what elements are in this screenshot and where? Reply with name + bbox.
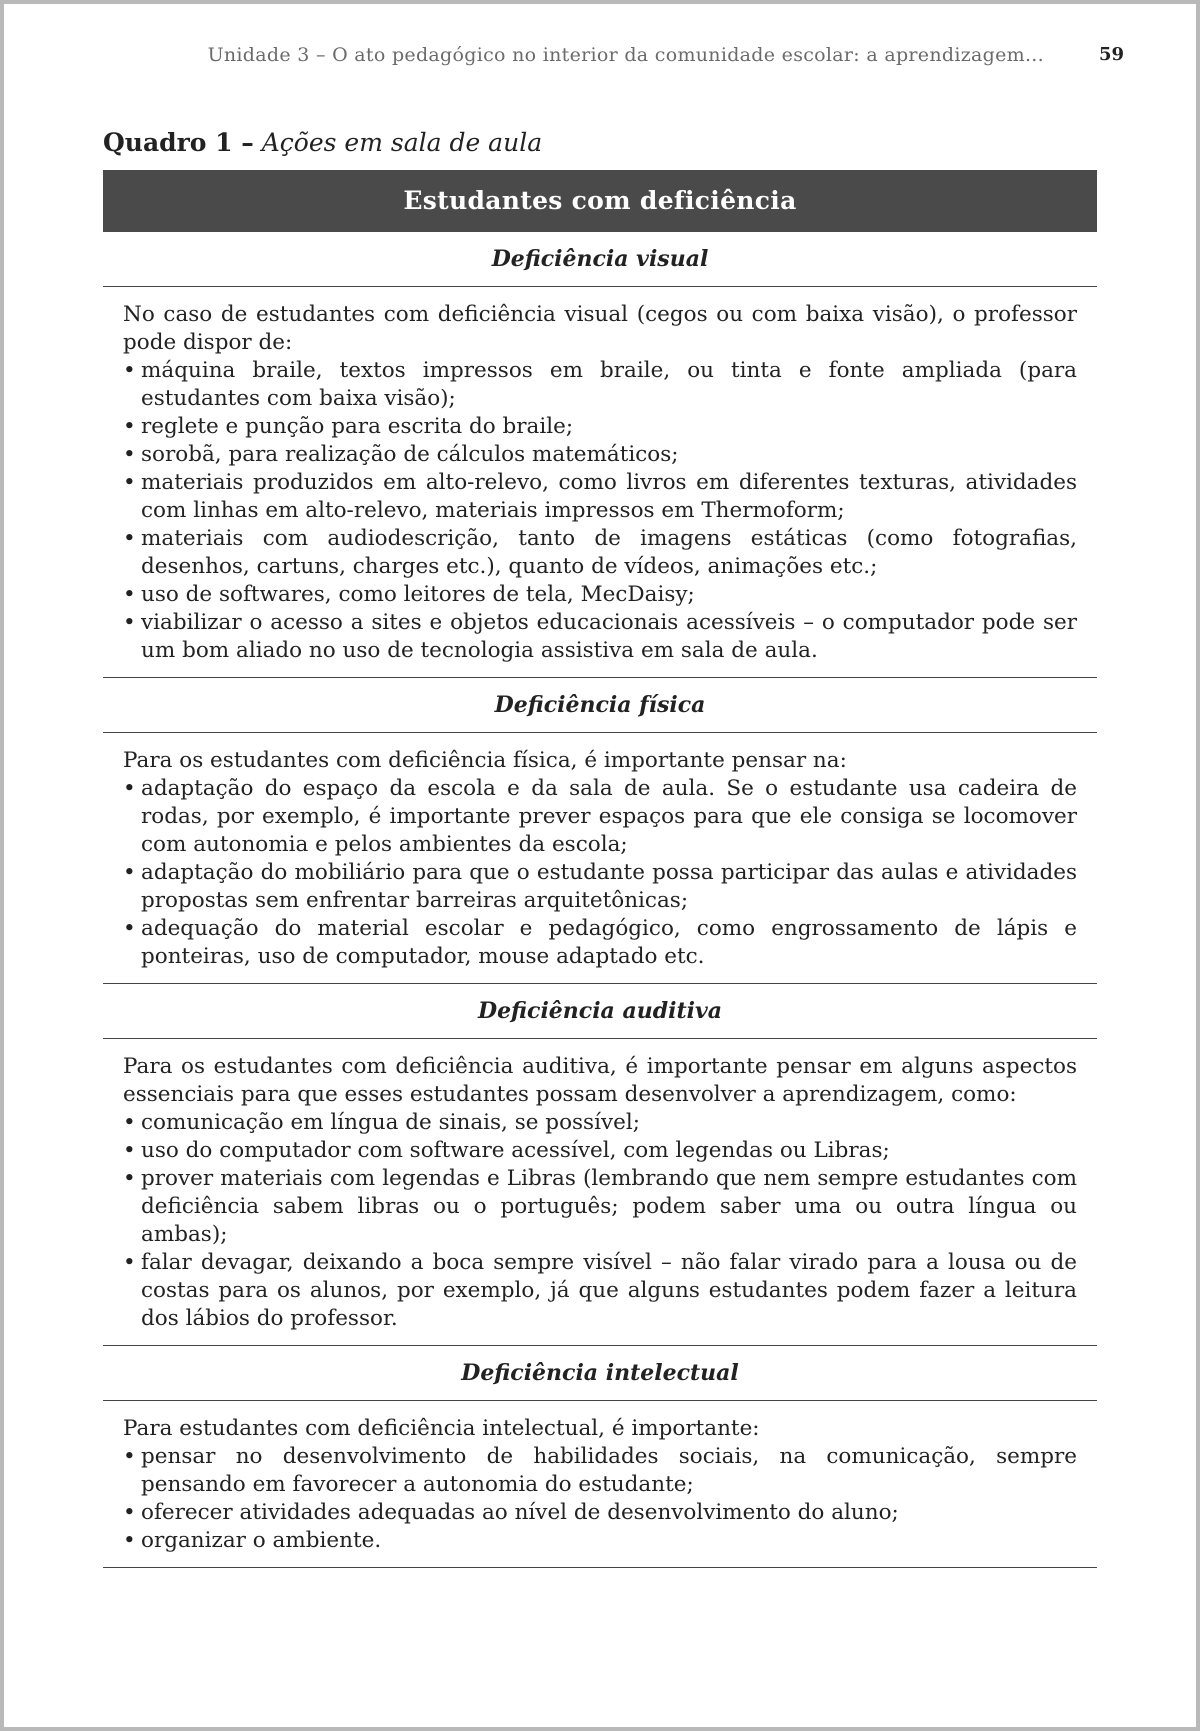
table-caption — [103, 128, 542, 157]
section-heading-visual: Deficiência visual — [103, 232, 1097, 287]
bullet-icon: • — [123, 470, 136, 495]
bullet-icon: • — [123, 1138, 136, 1163]
page-number: 59 — [1098, 44, 1124, 65]
caption-title: Ações em sala de aula — [261, 128, 543, 157]
section-body-intelectual — [103, 1401, 1097, 1567]
bullet-list — [123, 1443, 1077, 1555]
bullet-icon: • — [123, 1444, 136, 1469]
bullet-icon: • — [123, 414, 136, 439]
list-item: • adequação do material escolar e pedagógico, como engrossamento de lápis e ponteiras, uso de computador, mouse adaptado etc. — [123, 916, 1077, 969]
bullet-icon: • — [123, 916, 136, 941]
bullet-icon: • — [123, 582, 136, 607]
list-item: • uso de softwares, como leitores de tela, MecDaisy; — [123, 582, 695, 607]
bullet-icon: • — [123, 1110, 136, 1135]
table-banner: Estudantes com deficiência — [103, 170, 1097, 232]
bullet-list — [123, 775, 1077, 971]
bullet-icon: • — [123, 610, 136, 635]
caption-label: Quadro 1 – — [103, 128, 254, 157]
list-item: • adaptação do mobiliário para que o estudante possa participar das aulas e atividades propostas sem enfrentar barreiras arquitetônicas; — [123, 860, 1077, 913]
actions-table — [103, 170, 1097, 1568]
section-intro: Para estudantes com deficiência intelectual, é importante: — [123, 1416, 760, 1441]
section-intro: No caso de estudantes com deficiência visual (cegos ou com baixa visão), o professor pode dispor de: — [123, 302, 1077, 355]
list-item: • máquina braile, textos impressos em braile, ou tinta e fonte ampliada (para estudantes com baixa visão); — [123, 358, 1077, 411]
bullet-icon: • — [123, 1250, 136, 1275]
list-item: • sorobã, para realização de cálculos matemáticos; — [123, 442, 679, 467]
running-header — [4, 44, 1196, 68]
list-item: • viabilizar o acesso a sites e objetos educacionais acessíveis – o computador pode ser um bom aliado no uso de tecnologia assistiva em sala de aula. — [123, 610, 1077, 663]
bullet-icon: • — [123, 442, 136, 467]
list-item: • uso do computador com software acessível, com legendas ou Libras; — [123, 1138, 890, 1163]
section-body-fisica — [103, 733, 1097, 983]
bullet-icon: • — [123, 860, 136, 885]
bullet-icon: • — [123, 526, 136, 551]
section-intro: Para os estudantes com deficiência auditiva, é importante pensar em alguns aspectos essenciais para que esses estudantes possam desenvolver a aprendizagem, como: — [123, 1054, 1077, 1107]
section-body-auditiva — [103, 1039, 1097, 1345]
section-heading-fisica: Deficiência física — [103, 677, 1097, 733]
bullet-icon: • — [123, 1528, 136, 1553]
list-item: • materiais com audiodescrição, tanto de imagens estáticas (como fotografias, desenhos, cartuns, charges etc.), quanto de vídeos, animações etc.; — [123, 526, 1077, 579]
running-title: Unidade 3 – O ato pedagógico no interior da comunidade escolar: a aprendizagem... — [207, 44, 1044, 66]
list-item: • organizar o ambiente. — [123, 1528, 382, 1553]
section-body-visual — [103, 287, 1097, 677]
list-item: • reglete e punção para escrita do braile; — [123, 414, 574, 439]
bullet-icon: • — [123, 1166, 136, 1191]
list-item: • oferecer atividades adequadas ao nível de desenvolvimento do aluno; — [123, 1500, 899, 1525]
bullet-icon: • — [123, 358, 136, 383]
list-item: • comunicação em língua de sinais, se possível; — [123, 1110, 640, 1135]
section-heading-intelectual: Deficiência intelectual — [103, 1345, 1097, 1401]
list-item: • falar devagar, deixando a boca sempre visível – não falar virado para a lousa ou de costas para os alunos, por exemplo, já que alguns estudantes podem fazer a leitura dos lábios do professor. — [123, 1250, 1077, 1331]
table-bottom-rule — [103, 1567, 1097, 1568]
section-intro: Para os estudantes com deficiência física, é importante pensar na: — [123, 748, 847, 773]
bullet-list — [123, 357, 1077, 665]
list-item: • pensar no desenvolvimento de habilidades sociais, na comunicação, sempre pensando em favorecer a autonomia do estudante; — [123, 1444, 1077, 1497]
bullet-list — [123, 1109, 1077, 1333]
bullet-icon: • — [123, 1500, 136, 1525]
section-heading-auditiva: Deficiência auditiva — [103, 983, 1097, 1039]
bullet-icon: • — [123, 776, 136, 801]
list-item: • prover materiais com legendas e Libras (lembrando que nem sempre estudantes com deficiência sabem libras ou o português; podem saber uma ou outra língua ou ambas); — [123, 1166, 1077, 1247]
list-item: • adaptação do espaço da escola e da sala de aula. Se o estudante usa cadeira de rodas, por exemplo, é importante prever espaços para que ele consiga se locomover com autonomia e pelos ambientes da escola; — [123, 776, 1077, 857]
list-item: • materiais produzidos em alto-relevo, como livros em diferentes texturas, atividades com linhas em alto-relevo, materiais impressos em Thermoform; — [123, 470, 1077, 523]
